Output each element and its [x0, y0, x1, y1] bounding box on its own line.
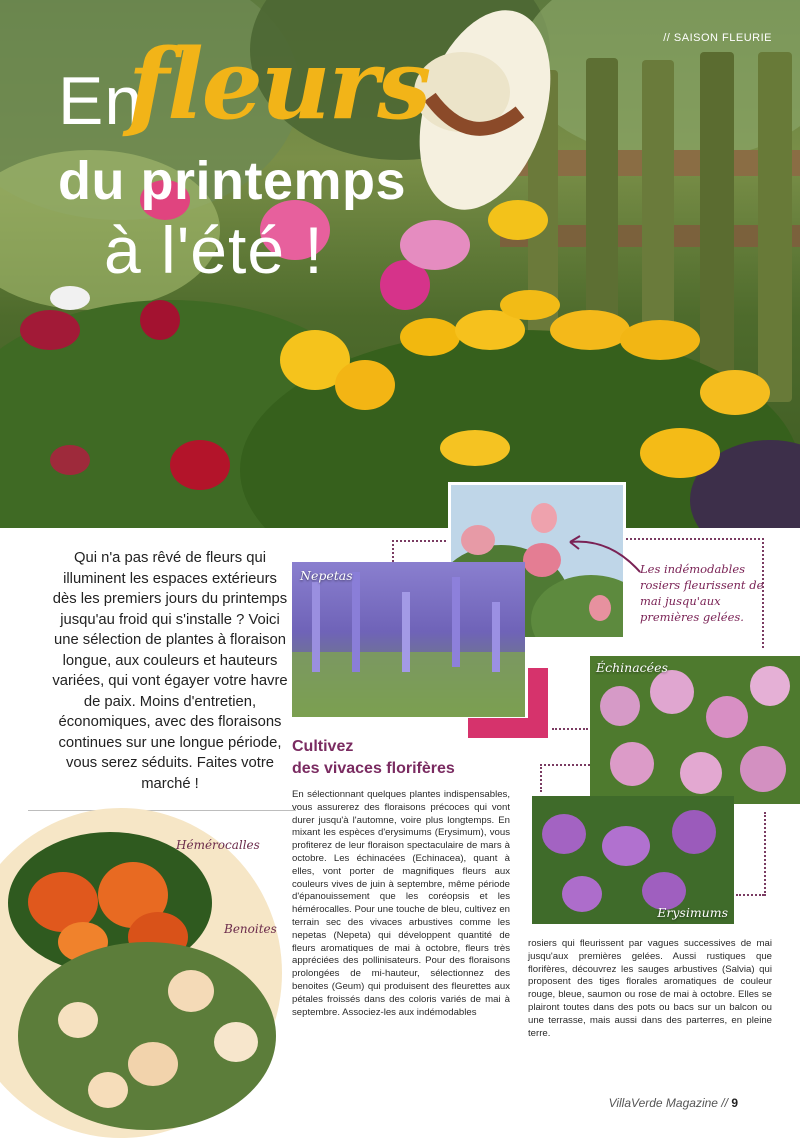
dotted-frame-erysimum-bottom — [736, 894, 764, 896]
intro-paragraph: Qui n'a pas rêvé de fleurs qui illuminent les espaces extérieurs dès les premiers jours du printemps jusqu'au froid qui s'installe ? Voici une sélection de plantes à floraison longue, aux couleurs et hauteurs variées, qui vont égayer votre havre de paix. Moins d'entretien, économiques, avec des floraisons continues sur une longue période, vous serez séduits. Faites votre marché ! — [52, 550, 288, 792]
subheading-line-1: Cultivez — [292, 738, 354, 755]
dotted-frame-erysimum — [540, 764, 590, 766]
title-line-ete: à l'été ! — [104, 213, 324, 287]
dotted-frame-top — [392, 540, 450, 542]
erysimums-photo — [532, 796, 734, 924]
article-subheading — [292, 736, 455, 780]
caption-erysimums: Erysimums — [657, 905, 728, 920]
caption-hemerocalles: Hémérocalles — [176, 838, 260, 852]
dotted-frame-left — [392, 540, 394, 562]
caption-echinacees: Échinacées — [596, 660, 668, 675]
dotted-frame-right-top — [626, 538, 764, 540]
title-line-printemps: du printemps — [58, 151, 407, 211]
intro-divider — [28, 810, 296, 811]
article-column-2: rosiers qui fleurissent par vagues successives de mai jusqu'aux premières gelées. Aussi rustiques que florifères, découvrez les sauges arbustives (Salvia) qui proposent des tiges florales aromatiques de couleur rouge, bleue, saumon ou rose de mai à octobre. Elles se plairont toutes dans des pots ou bacs sur un balcon ou une terrasse, mais aussi dans des parterres, en pleine terre. — [528, 938, 772, 1039]
article-column-1: En sélectionnant quelques plantes indispensables, vous assurerez des floraisons précoces qui vont durer jusqu'à l'automne, voire plus longtemps. En mixant les espèces d'erysimums (Erysimum), vous profiterez de leur floraison spectaculaire de mars à octobre. Les échinacées (Echinacea), quant à elles, vont porter de magnifiques fleurs aux couleurs vives de juin à septembre, même période d'épanouissement que les coréopsis et les hémérocalles. Pour une touche de bleu, cultivez en terrain sec des vivaces arbustives comme les nepetas (Nepeta) qui développent quantité de fleurs aromatiques de mai à octobre, fleurs très appréciées des pollinisateurs. Pour des floraisons prolongées de mi-hauteur, sélectionnez des benoites (Geum) qui produisent des fleurettes aux pétales froissés dans des coloris variés de mai à septembre. Associez-les aux indémodables — [292, 789, 510, 1018]
roses-callout: Les indémodables rosiers fleurissent de mai jusqu'aux premières gelées. — [640, 562, 764, 624]
section-tag: // SAISON FLEURIE — [663, 32, 772, 44]
title-word-en: En — [58, 63, 144, 139]
caption-benoites: Benoites — [224, 922, 277, 936]
hero-photo — [0, 0, 800, 528]
page-number: 9 — [731, 1096, 738, 1110]
caption-nepetas: Nepetas — [300, 568, 353, 583]
benoites-photo — [18, 942, 276, 1130]
dotted-frame-erysimum-left — [540, 764, 542, 792]
page-footer — [609, 1096, 738, 1110]
nepetas-photo — [292, 562, 525, 717]
arrow-icon — [560, 532, 644, 576]
dotted-frame-erysimum-right — [764, 812, 766, 896]
echinacees-photo — [590, 656, 800, 804]
dotted-connector — [552, 728, 588, 730]
magazine-name: VillaVerde Magazine // — [608, 1096, 728, 1110]
subheading-line-2: des vivaces florifères — [292, 760, 455, 777]
title-word-fleurs: fleurs — [128, 28, 430, 141]
